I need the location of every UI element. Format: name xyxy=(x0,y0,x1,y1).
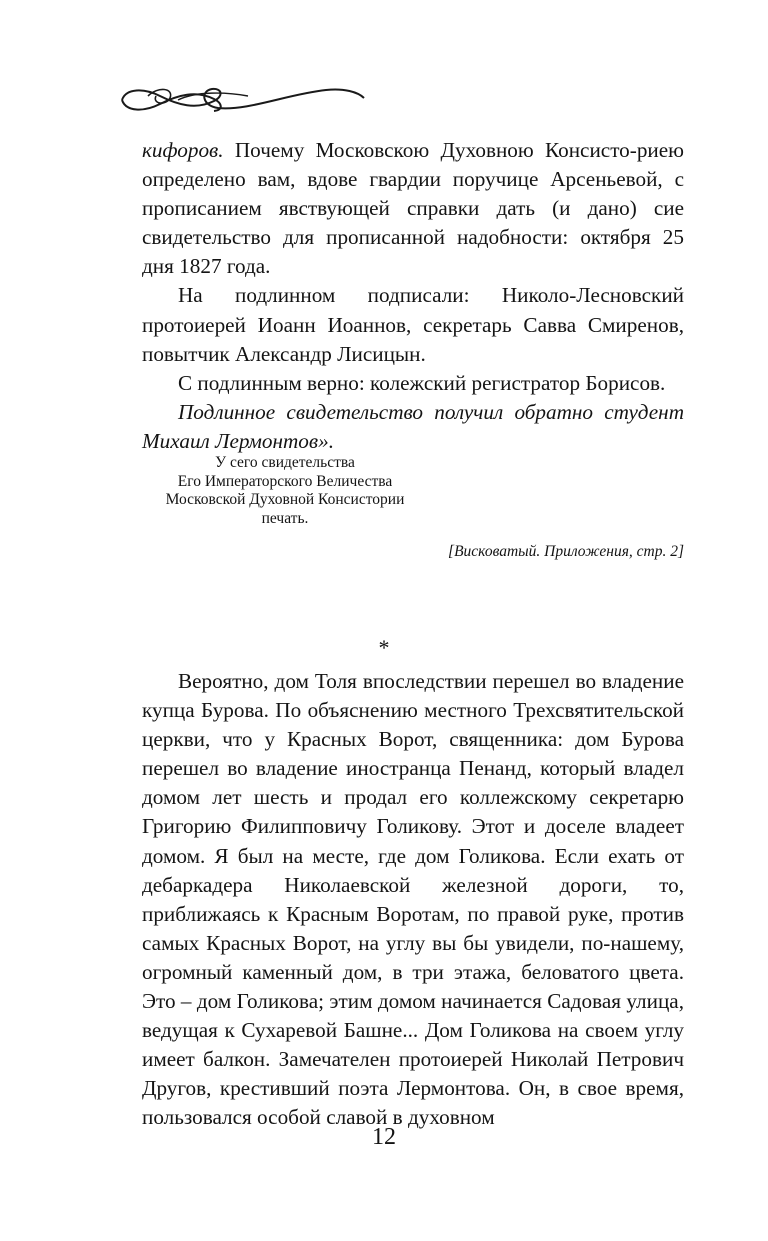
seal-line: Его Императорского Величества xyxy=(177,472,393,490)
paragraph xyxy=(142,136,684,281)
flourish-ornament-icon xyxy=(118,74,366,124)
paragraph: С подлинным верно: колежский регистратор Борисов. xyxy=(178,370,666,395)
paragraph: На подлинном подписали: Николо-Лесновский протоиерей Иоанн Иоаннов, секретарь Савва Смиренов, повытчик Александр Лисицын. xyxy=(142,283,684,366)
seal-line: У сего свидетельства xyxy=(215,454,355,471)
paragraph-text: Почему Московскою Духовною Консисто-риею определено вам, вдове гвардии поручице Арсеньевой, с прописанием явствующей справки дать (и дано) сие свидетельство для прописанной надобности: октября 25 дня 1827 года. xyxy=(142,138,684,279)
seal-line: печать. xyxy=(261,510,309,528)
paragraph: Вероятно, дом Толя впоследствии перешел во владение купца Бурова. По объяснению местного Трехсвятительской церкви, что у Красных Ворот, священника: дом Бурова перешел во владение иностранца Пенанд, который владел домом лет шесть и продал его коллежскому секретарю Григорию Филипповичу Голикову. Этот и доселе владеет домом. Я был на месте, где дом Голикова. Если ехать от дебаркадера Николаевской железной дороги, то, приближаясь к Красным Воротам, по правой руке, против самых Красных Ворот, на углу вы бы увидели, по-нашему, огромный каменный дом, в три этажа, беловатого цвета. Это – дом Голикова; этим домом начинается Садовая улица, ведущая к Сухаревой Башне... Дом Голикова на своем углу имеет балкон. Замечателен протоиерей Николай Петрович Другов, крестивший поэта Лермонтова. Он, в свое время, пользовался особой славой в духовном xyxy=(142,669,684,1130)
seal-note xyxy=(140,454,430,529)
seal-line: Московской Духовной Консистории xyxy=(165,491,405,509)
section-bottom xyxy=(142,667,684,1133)
italic-fragment: кифоров. xyxy=(142,138,224,162)
section-top xyxy=(142,136,684,456)
citation: [Висковатый. Приложения, стр. 2] xyxy=(448,543,684,560)
page-number: 12 xyxy=(372,1124,396,1150)
section-separator: * xyxy=(378,635,390,660)
paragraph-italic: Подлинное свидетельство получил обратно студент Михаил Лермонтов». xyxy=(142,399,684,453)
